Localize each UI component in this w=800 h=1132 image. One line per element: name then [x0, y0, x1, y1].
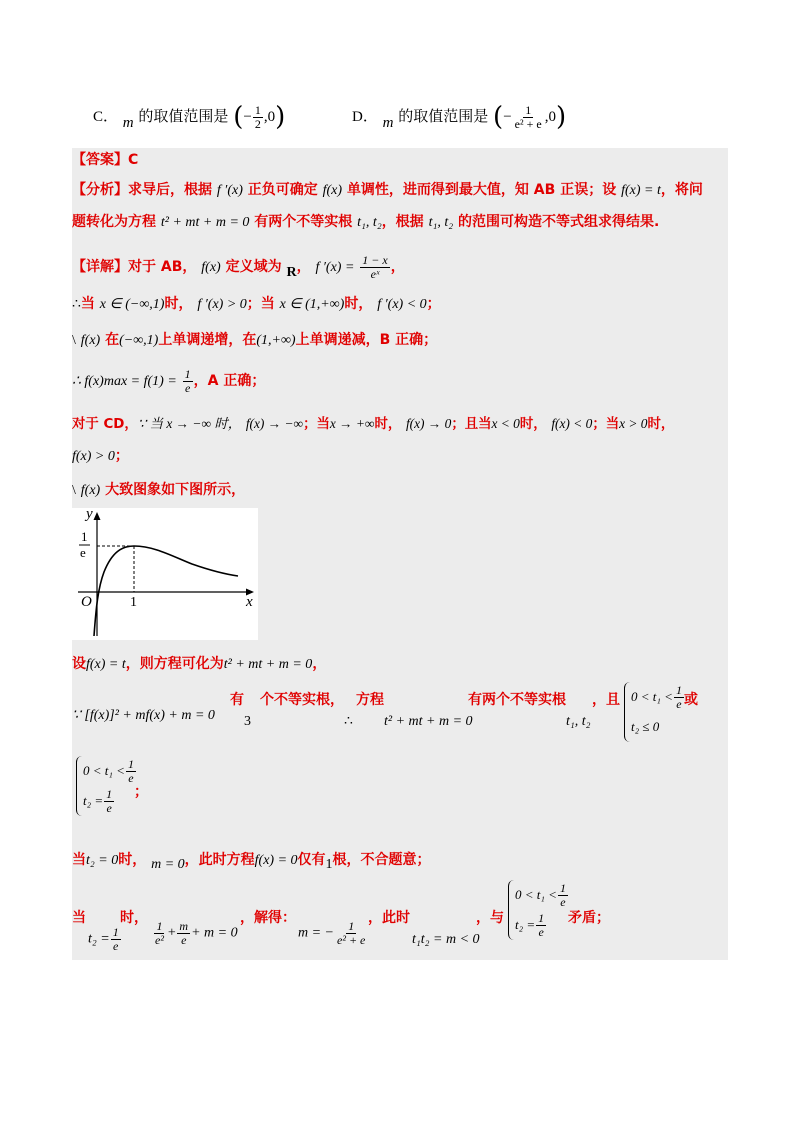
- solution-line-1: [72, 654, 728, 675]
- option-d-lparen: (: [493, 102, 504, 132]
- analysis-math: f(x): [322, 183, 343, 198]
- option-c-rparen: ): [275, 102, 286, 132]
- detail-text: ；当: [246, 296, 275, 312]
- solution-text: ，且: [592, 692, 620, 708]
- sys-c-row1: 0 < t₁ <: [515, 887, 557, 903]
- detail-math: f ′(x) =: [315, 260, 355, 276]
- analysis-math: f(x) = t: [621, 183, 661, 198]
- solution-math: t² + mt + m = 0: [384, 714, 473, 729]
- function-graph: [72, 508, 258, 640]
- frac-den: eˣ: [370, 266, 380, 281]
- analysis-text: 单调性，进而得到最大值，知 AB 正误；设: [346, 182, 617, 198]
- detail-text: 时，: [519, 417, 547, 432]
- analysis-text: 的范围可构造不等式组求得结果.: [457, 214, 660, 230]
- analysis-math: f ′(x): [216, 183, 243, 198]
- option-d-text: 的取值范围是: [398, 107, 489, 125]
- solution-line-5: [72, 880, 728, 956]
- y-mark-num: 1: [81, 529, 88, 544]
- function-curve: [94, 546, 238, 636]
- y-mark-den: e: [80, 545, 86, 560]
- detail-label: 【详解】: [72, 259, 128, 276]
- option-d-den: e² + e: [514, 116, 542, 131]
- solution-math: f(x) = t: [86, 657, 126, 672]
- analysis-label: 【分析】: [72, 182, 128, 198]
- option-c-var: m: [122, 115, 134, 131]
- sys-a-row2: t₂ ≤ 0: [631, 719, 660, 735]
- detail-text: 对于 AB，: [128, 259, 197, 276]
- option-c: [93, 102, 285, 131]
- frac-den: e: [184, 380, 191, 395]
- option-d-frac: [513, 104, 544, 130]
- detail-line-2: [72, 294, 728, 315]
- equation-expr: [152, 920, 238, 946]
- solution-text: ，与: [476, 910, 504, 926]
- detail-line-3: [72, 330, 728, 351]
- solution-text: ，此时方程: [184, 852, 255, 868]
- sys-c-row2: t₂ =: [515, 917, 536, 933]
- detail-text: ；且当: [451, 417, 492, 432]
- solution-math: 1: [325, 857, 333, 872]
- detail-math: x ∈ (−∞,1): [99, 297, 165, 312]
- detail-text: 大致图象如下图所示，: [105, 482, 246, 498]
- solution-math: f(x) = 0: [254, 853, 298, 868]
- detail-text: ；当: [303, 417, 330, 432]
- solution-text: ，解得：: [240, 910, 296, 926]
- t2-equals: [88, 926, 122, 952]
- frac-num: 1: [127, 756, 134, 771]
- detail-text: 时，: [344, 296, 373, 312]
- condition-system-b: [76, 756, 141, 816]
- detail-text: ，A 正确；: [193, 373, 266, 390]
- option-c-neg: −: [243, 109, 252, 125]
- detail-line-6: [72, 446, 728, 467]
- frac-den: e: [113, 938, 119, 953]
- solution-text: ，: [312, 656, 327, 672]
- solution-text: 时，: [120, 910, 148, 926]
- detail-math: f(x) < 0: [551, 416, 593, 431]
- derivative-fraction: [360, 254, 389, 280]
- detail-math: x ∈ (1,+∞): [279, 297, 345, 312]
- frac-num: 1: [106, 786, 113, 801]
- therefore-symbol: ∴: [72, 297, 81, 312]
- option-c-num: 1: [254, 102, 261, 117]
- plus-sign: +: [166, 925, 177, 941]
- detail-math: f(x) → 0: [405, 416, 452, 431]
- frac-num: 1: [348, 919, 355, 933]
- solution-line-3: [72, 756, 728, 828]
- real-set-symbol: R: [286, 265, 297, 281]
- solution-text: ，则方程可化为: [125, 656, 224, 672]
- graph-svg: [72, 508, 258, 640]
- analysis-text: ，将问: [660, 182, 703, 198]
- solution-math: t₁, t₂: [566, 714, 591, 729]
- solution-text: ，此时: [368, 910, 410, 926]
- detail-text: 时，: [374, 417, 402, 432]
- frac-num: 1: [184, 367, 191, 381]
- x-label: x: [246, 594, 253, 610]
- detail-math: x > 0: [619, 416, 648, 431]
- m-solution: [298, 920, 368, 946]
- option-d-var: m: [382, 115, 394, 131]
- detail-text: ；: [114, 448, 129, 464]
- analysis-text: 题转化为方程: [72, 214, 156, 230]
- detail-text: 时，: [164, 296, 193, 312]
- detail-math: f(x): [201, 260, 221, 276]
- frac-den: e: [128, 770, 134, 785]
- detail-math: ∴ f(x)max = f(1) =: [72, 374, 177, 390]
- frac-num: m: [179, 919, 189, 933]
- therefore-symbol: \: [72, 483, 76, 498]
- detail-text: 当: [80, 296, 95, 312]
- analysis-line-2: [72, 212, 728, 233]
- option-d-neg: −: [503, 109, 512, 125]
- analysis-text: 有两个不等实根: [254, 214, 353, 230]
- frac-den: e²: [155, 932, 164, 947]
- detail-text: ；: [426, 296, 441, 312]
- frac-den: e: [106, 800, 112, 815]
- solution-text: 矛盾；: [568, 910, 610, 926]
- detail-text: ，: [390, 259, 405, 276]
- option-d-letter: D．: [352, 109, 378, 125]
- detail-text: ；当: [592, 417, 620, 432]
- option-d-num: 1: [525, 102, 532, 117]
- solution-text: 根，不合题意；: [332, 852, 431, 868]
- answer-label: 【答案】: [72, 152, 128, 168]
- sys-b-row2: t₂ =: [83, 793, 104, 809]
- solution-math: m = 0: [151, 857, 185, 872]
- analysis-math: t₁, t₂: [428, 215, 454, 230]
- therefore-symbol: ∴: [344, 714, 353, 729]
- detail-text: 时，: [647, 417, 675, 432]
- frac-den: e: [181, 932, 187, 947]
- analysis-line-1: [72, 180, 728, 201]
- y-axis-arrow: [94, 512, 101, 520]
- frac-den: e² + e: [337, 932, 366, 947]
- solution-line-2: [72, 682, 728, 750]
- frac-num: 1: [559, 880, 566, 895]
- solution-text: 方程: [356, 692, 384, 708]
- detail-text: 对于 CD，: [72, 417, 138, 432]
- solution-text: 设: [72, 656, 86, 672]
- solution-math: t₂ =: [88, 931, 110, 947]
- option-d-tail: ,0: [544, 109, 556, 125]
- analysis-text: ，根据: [381, 214, 424, 230]
- detail-math: (−∞,1): [119, 333, 159, 348]
- analysis-text: 求导后，根据: [128, 182, 212, 198]
- frac-num: 1: [675, 682, 682, 697]
- y-label: y: [86, 508, 93, 522]
- option-c-lparen: (: [233, 102, 244, 132]
- solution-math: t₁t₂ = m < 0: [412, 932, 480, 947]
- option-d: [352, 102, 566, 131]
- solution-line-4: [72, 850, 728, 871]
- analysis-math: t₁, t₂: [357, 215, 382, 230]
- detail-math: f(x): [80, 483, 101, 498]
- answer-line: [72, 150, 728, 170]
- solution-text: 或: [684, 692, 698, 708]
- detail-math: f(x) → −∞: [245, 416, 304, 431]
- detail-line-4: [72, 368, 728, 394]
- frac-num: 1: [112, 925, 119, 939]
- solution-text: 仅有: [297, 852, 326, 868]
- therefore-symbol: \: [72, 333, 76, 348]
- detail-math: x → +∞: [329, 416, 375, 431]
- analysis-math: t² + mt + m = 0: [160, 215, 250, 230]
- option-c-tail: ,0: [263, 109, 276, 125]
- option-c-frac: [253, 104, 263, 130]
- detail-text: 上单调递减，B 正确；: [295, 332, 438, 348]
- detail-math: f(x) > 0: [72, 449, 115, 464]
- solution-math: t₂ = 0: [86, 853, 119, 868]
- frac-den: e: [560, 894, 566, 909]
- frac-den: e: [676, 696, 682, 711]
- detail-text: ，: [296, 259, 311, 276]
- frac-den: e: [538, 924, 544, 939]
- solution-math: + m = 0: [191, 925, 238, 941]
- solution-math: ∵ [f(x)]² + mf(x) + m = 0: [72, 708, 215, 723]
- frac-num: 1 − x: [362, 253, 388, 267]
- detail-line-7: [72, 480, 728, 501]
- sys-b-row1: 0 < t₁ <: [83, 763, 125, 779]
- solution-text: ；: [134, 784, 148, 800]
- solution-text: 有两个不等实根: [468, 692, 566, 708]
- detail-text: 上单调递增，在: [158, 332, 257, 348]
- condition-system-c: [508, 880, 573, 940]
- detail-line-1: [72, 254, 728, 280]
- solution-math: m = −: [298, 925, 335, 941]
- option-c-den: 2: [254, 116, 261, 131]
- option-c-letter: C．: [93, 109, 119, 125]
- solution-text: 时，: [118, 852, 147, 868]
- solution-math: t² + mt + m = 0: [223, 657, 313, 672]
- root-count: 3: [244, 714, 251, 729]
- detail-math: ∵ 当 x → −∞ 时，: [137, 416, 242, 431]
- condition-system-a: [624, 682, 689, 742]
- detail-math: x < 0: [491, 416, 520, 431]
- max-fraction: [183, 368, 193, 394]
- detail-math: f ′(x) > 0: [197, 297, 247, 312]
- x-one-label: 1: [130, 595, 137, 610]
- detail-text: 在: [105, 332, 120, 348]
- solution-text: 有: [230, 692, 244, 708]
- answer-value: C: [128, 152, 139, 168]
- frac-num: 1: [538, 910, 545, 925]
- solution-text: 当: [72, 852, 86, 868]
- solution-text: 个不等实根，: [260, 692, 344, 708]
- analysis-text: 正负可确定: [247, 182, 318, 198]
- detail-math: f(x): [80, 333, 101, 348]
- detail-line-5: [72, 414, 728, 435]
- frac-num: 1: [156, 919, 163, 933]
- sys-a-row1: 0 < t₁ <: [631, 689, 673, 705]
- detail-math: (1,+∞): [256, 333, 296, 348]
- detail-text: 定义域为: [225, 259, 282, 276]
- origin-label: O: [81, 594, 92, 610]
- option-d-rparen: ): [555, 102, 567, 132]
- option-c-text: 的取值范围是: [138, 107, 229, 125]
- detail-math: f ′(x) < 0: [377, 297, 427, 312]
- solution-text: 当: [72, 910, 86, 926]
